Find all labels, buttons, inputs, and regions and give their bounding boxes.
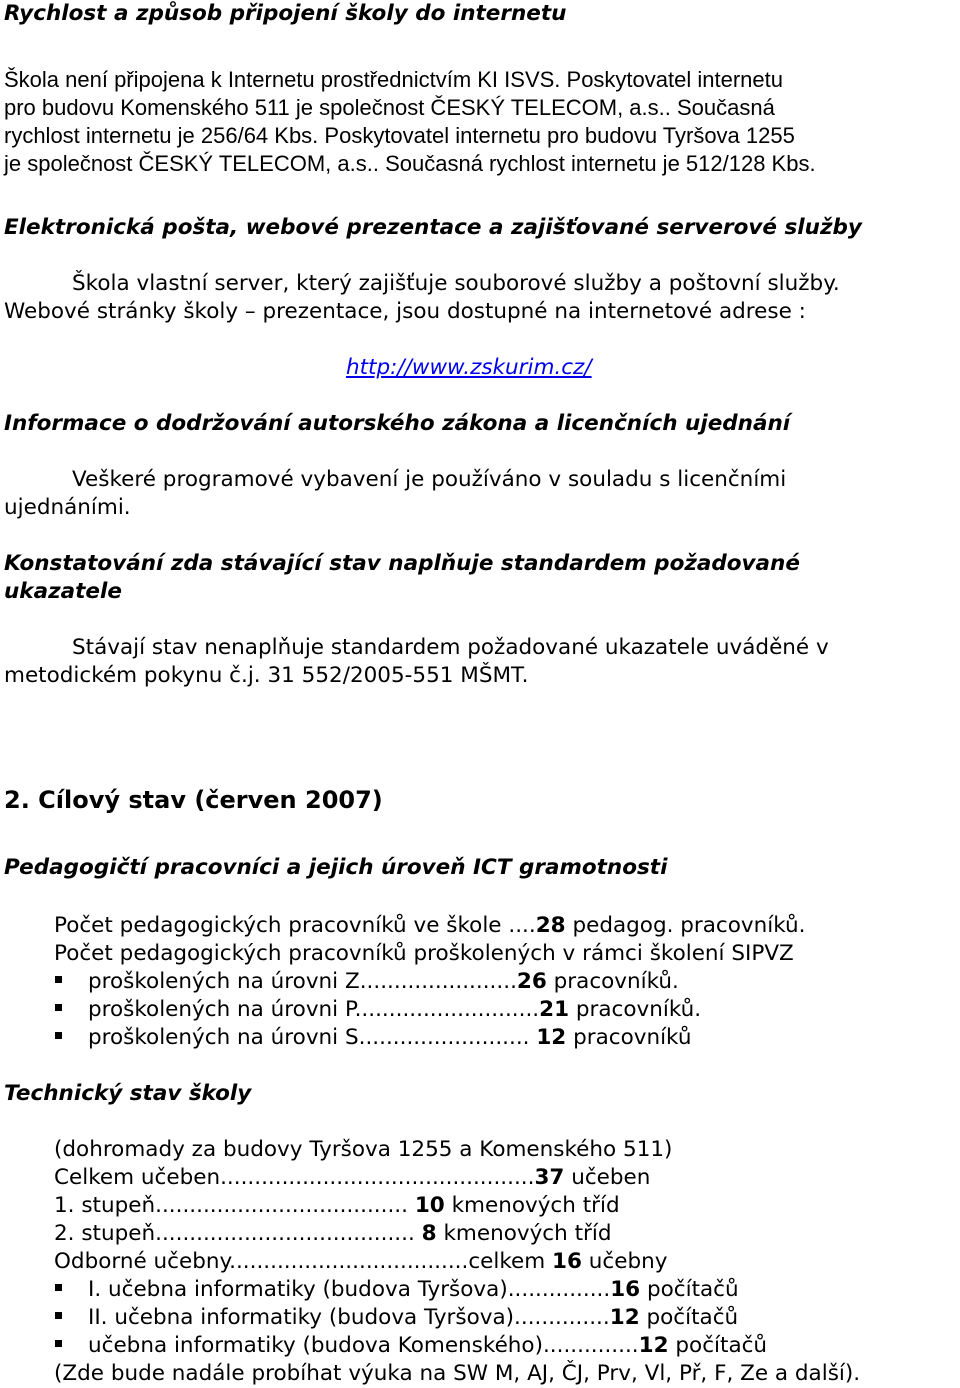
lab-value: 12 [609,1305,640,1330]
row-value: 37 [534,1165,565,1190]
lab-unit: počítačů [640,1277,739,1302]
level-unit: pracovníků. [569,997,702,1022]
staff-count-label: Počet pedagogických pracovníků ve škole .... [54,913,536,938]
row-label: 1. stupeň..................................... [54,1193,415,1218]
level-value: 12 [536,1025,567,1050]
paragraph-line: rychlost internetu je 256/64 Kbs. Poskytovatel internetu pro budovu Tyršova 1255 [4,123,795,148]
heading-standard-assessment-cont: ukazatele [4,579,122,604]
bullet-icon [55,1340,62,1347]
classroom-row [54,1248,667,1276]
level-label: proškolených na úrovni S......................... [88,1025,537,1050]
paragraph-line: Webové stránky školy – prezentace, jsou dostupné na internetové adrese : [4,299,806,324]
paragraph-line: Veškeré programové vybavení je používáno v souladu s licenčními [72,467,787,492]
row-unit: učeben [564,1165,651,1190]
trained-intro: Počet pedagogických pracovníků proškolených v rámci školení SIPVZ [54,941,794,966]
row-label: 2. stupeň...................................... [54,1221,422,1246]
list-item [88,968,679,996]
row-value: 8 [421,1221,437,1246]
lab-label: učebna informatiky (budova Komenského).............. [88,1333,639,1358]
level-unit: pracovníků. [546,969,679,994]
lab-unit: počítačů [668,1333,768,1358]
level-value: 26 [516,969,547,994]
heading-standard-assessment: Konstatování zda stávající stav naplňuje standardem požadované [4,551,800,576]
level-label: proškolených na úrovni Z....................... [88,969,517,994]
level-value: 21 [539,997,570,1022]
lab-item [88,1332,767,1360]
paragraph-line: Škola vlastní server, který zajišťuje souborové služby a poštovní služby. [72,271,840,296]
classroom-row [54,1164,650,1192]
footer-note: (Zde bude nadále probíhat výuka na SW M, AJ, ČJ, Prv, Vl, Př, F, Ze a další). [54,1361,861,1386]
bullet-icon [55,1032,62,1039]
staff-count-line [54,912,805,940]
level-label: proškolených na úrovni P........................... [88,997,540,1022]
bullet-icon [55,976,62,983]
buildings-note: (dohromady za budovy Tyršova 1255 a Komenského 511) [54,1137,673,1162]
paragraph-line: je společnost ČESKÝ TELECOM, a.s.. Současná rychlost internetu je 512/128 Kbs. [4,151,816,176]
heading-target-state: 2. Cílový stav (červen 2007) [4,786,383,814]
paragraph-line: metodickém pokynu č.j. 31 552/2005-551 MŠMT. [4,663,529,688]
paragraph-line: ujednáními. [4,495,131,520]
row-label: Odborné učebny...................................celkem [54,1249,553,1274]
classroom-row [54,1220,611,1248]
row-value: 10 [414,1193,445,1218]
heading-technical-state: Technický stav školy [4,1081,252,1106]
paragraph-line: pro budovu Komenského 511 je společnost ČESKÝ TELECOM, a.s.. Současná [4,95,775,120]
staff-count-value: 28 [535,913,566,938]
lab-unit: počítačů [639,1305,739,1330]
bullet-icon [55,1284,62,1291]
row-label: Celkem učeben.............................................. [54,1165,535,1190]
classroom-row [54,1192,620,1220]
list-item [88,996,701,1024]
row-unit: učebny [581,1249,668,1274]
row-unit: kmenových tříd [436,1221,612,1246]
heading-staff-ict: Pedagogičtí pracovníci a jejich úroveň ICT gramotnosti [4,855,668,880]
paragraph-line: Škola není připojena k Internetu prostřednictvím KI ISVS. Poskytovatel internetu [4,67,783,92]
lab-label: II. učebna informatiky (budova Tyršova).............. [88,1305,610,1330]
heading-copyright-license: Informace o dodržování autorského zákona a licenčních ujednání [4,411,791,436]
bullet-icon [55,1312,62,1319]
lab-item [88,1276,739,1304]
heading-email-web-services: Elektronická pošta, webové prezentace a zajišťované serverové služby [4,215,862,240]
list-item [88,1024,691,1052]
school-website-link[interactable]: http://www.zskurim.cz/ [346,355,592,380]
level-unit: pracovníků [566,1025,692,1050]
heading-internet-connection: Rychlost a způsob připojení školy do internetu [4,1,567,26]
lab-label: I. učebna informatiky (budova Tyršova)............... [88,1277,611,1302]
row-unit: kmenových tříd [444,1193,620,1218]
lab-value: 16 [610,1277,641,1302]
bullet-icon [55,1004,62,1011]
staff-count-unit: pedagog. pracovníků. [565,913,806,938]
paragraph-line: Stávají stav nenaplňuje standardem požadované ukazatele uváděné v [72,635,829,660]
lab-item [88,1304,738,1332]
lab-value: 12 [638,1333,669,1358]
row-value: 16 [552,1249,582,1274]
